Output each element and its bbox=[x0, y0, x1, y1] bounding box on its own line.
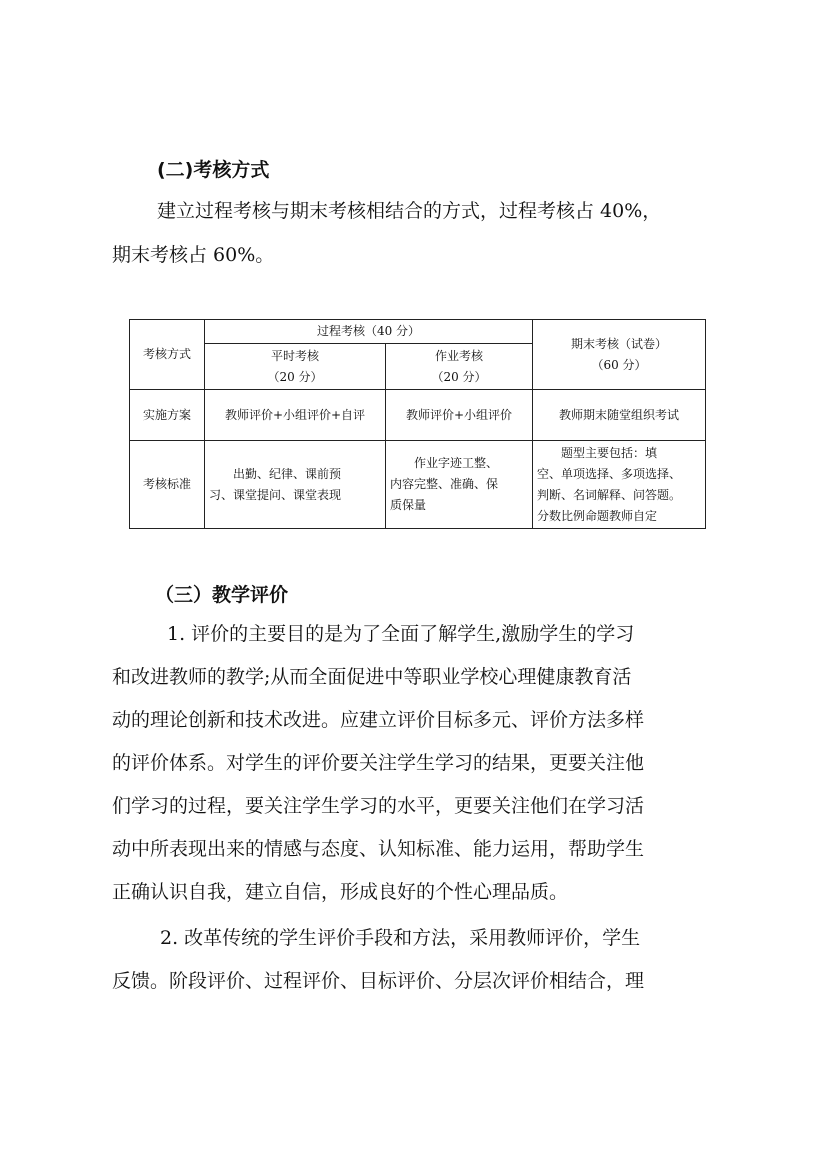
standard-daily bbox=[205, 441, 386, 529]
evaluation-paragraph-line: 的评价体系。对学生的评价要关注学生学习的结果，更要关注他 bbox=[112, 752, 645, 774]
implementation-homework: 教师评价+小组评价 bbox=[386, 390, 533, 441]
paragraph-assessment-line-2: 期末考核占 60%。 bbox=[112, 244, 275, 266]
evaluation-paragraph-line: 正确认识自我，建立自信，形成良好的个性心理品质。 bbox=[112, 881, 569, 903]
final-assessment-title: 期末考核（试卷） bbox=[570, 336, 667, 351]
standard-daily-line: 习、课堂提问、课堂表现 bbox=[209, 487, 342, 502]
daily-assessment-title: 平时考核 bbox=[270, 348, 319, 363]
homework-assessment-title: 作业考核 bbox=[434, 348, 483, 363]
implementation-daily: 教师评价+小组评价+自评 bbox=[205, 390, 386, 441]
daily-assessment-score: （20 分） bbox=[267, 369, 323, 384]
standard-homework-line: 内容完整、准确、保 bbox=[390, 477, 499, 491]
daily-assessment-header bbox=[205, 344, 386, 390]
row-label-standard: 考核标准 bbox=[130, 441, 205, 529]
standard-homework-line: 作业字迹工整、 bbox=[390, 456, 499, 470]
assessment-table bbox=[129, 319, 706, 529]
standard-homework-line: 质保量 bbox=[390, 498, 427, 512]
final-assessment-score: （60 分） bbox=[591, 357, 647, 372]
homework-assessment-header bbox=[386, 344, 533, 390]
section-heading-teaching-evaluation: （三）教学评价 bbox=[155, 584, 289, 606]
standard-final bbox=[533, 441, 706, 529]
evaluation-paragraph-line: 动中所表现出来的情感与态度、认知标准、能力运用，帮助学生 bbox=[112, 838, 645, 860]
evaluation-paragraph-line: 动的理论创新和技术改进。应建立评价目标多元、评价方法多样 bbox=[112, 709, 645, 731]
evaluation-paragraph-line: 1. 评价的主要目的是为了全面了解学生,激励学生的学习 bbox=[167, 623, 635, 645]
evaluation-paragraph-line: 和改进教师的教学;从而全面促进中等职业学校心理健康教育活 bbox=[112, 666, 632, 688]
homework-assessment-score: （20 分） bbox=[431, 369, 487, 384]
implementation-final: 教师期末随堂组织考试 bbox=[533, 390, 706, 441]
evaluation-paragraph-line: 们学习的过程，要关注学生学习的水平，更要关注他们在学习活 bbox=[112, 795, 645, 817]
process-assessment-header: 过程考核（40 分） bbox=[205, 320, 533, 344]
standard-final-line: 题型主要包括：填 bbox=[537, 445, 658, 460]
paragraph-assessment-line-1: 建立过程考核与期末考核相结合的方式，过程考核占 40%， bbox=[157, 200, 662, 222]
evaluation-paragraph-line: 2. 改革传统的学生评价手段和方法，采用教师评价，学生 bbox=[160, 927, 641, 949]
row-label-implementation: 实施方案 bbox=[130, 390, 205, 441]
standard-final-line: 空、单项选择、多项选择、 bbox=[537, 466, 682, 481]
evaluation-paragraph-line: 反馈。阶段评价、过程评价、目标评价、分层次评价相结合，理 bbox=[112, 970, 645, 992]
standard-final-line: 分数比例命题教师自定 bbox=[537, 508, 658, 523]
final-assessment-header bbox=[533, 320, 706, 390]
section-heading-assessment-method: (二)考核方式 bbox=[157, 159, 270, 181]
row-header-method: 考核方式 bbox=[130, 320, 205, 390]
standard-final-line: 判断、名词解释、问答题。 bbox=[537, 487, 682, 502]
standard-homework bbox=[386, 441, 533, 529]
standard-daily-line: 出勤、纪律、课前预 bbox=[209, 466, 342, 481]
